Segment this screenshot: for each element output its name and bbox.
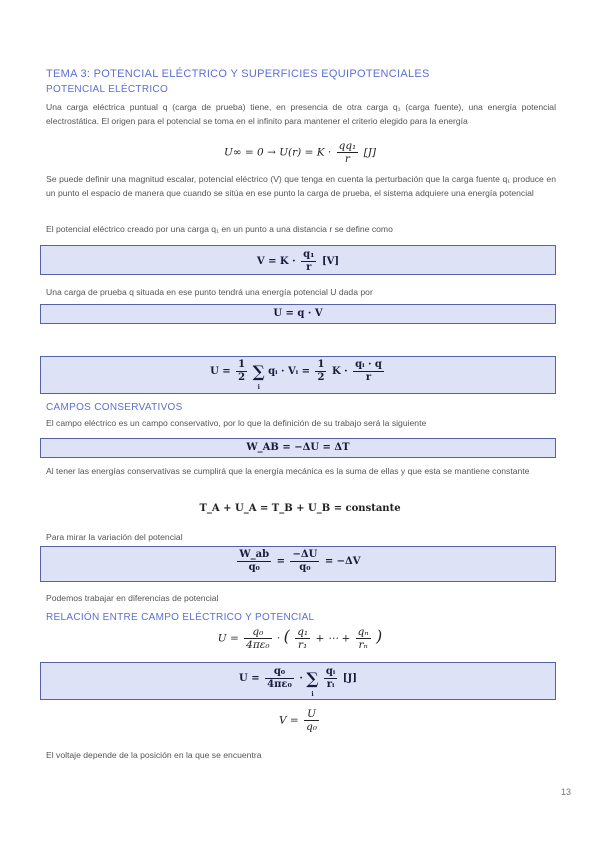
summation-index: i [257,383,260,391]
boxed-equation-potential-difference [40,546,556,582]
paragraph-test-charge: Una carga de prueba q situada en ese punto tendrá una energía potencial U dada por [46,287,373,297]
fraction-numerator: 1 [238,359,246,370]
equation-energy-conservation: T_A + U_A = T_B + U_B = constante [199,503,401,514]
fraction-numerator: −ΔU [292,549,318,560]
fraction-numerator: q₀ [244,626,271,639]
fraction-numerator: qᵢ · q [355,359,382,370]
paragraph-conservative-field: El campo eléctrico es un campo conservativo, por lo que la definición de su trabajo será la siguiente [46,418,427,428]
fraction-half-2 [315,359,326,384]
fraction-work-charge [237,549,271,574]
equation-u-equals: U = [210,366,231,377]
equation-system-k: K · [331,366,348,377]
fraction-delta-u-charge [290,549,319,574]
paragraph-potential-created: El potencial eléctrico creado por una carga q₁ en un punto a una distancia r se define como [46,224,393,234]
fraction-denominator: r₁ [298,639,308,651]
fraction-denominator: 2 [317,372,325,383]
fraction-numerator: qᵢ [325,666,336,677]
fraction-denominator: 4πε₀ [267,679,292,690]
open-paren: ( [283,626,290,646]
paragraph-potential-definition: Se puede definir una magnitud escalar, potencial eléctrico (V) que tenga en cuenta la perturbación que la carga fuente q₁ produce en un punto el espacio de manera que cuando se sitúa en ese punto la carga de prueba, el sistema adquiere una energía potencial [46,174,556,198]
boxed-equation-potential [40,245,556,275]
fraction-denominator: rᵢ [326,679,335,690]
fraction-half-1 [236,359,247,384]
fraction-numerator: q₀ [265,666,294,679]
fraction-numerator: qq₁ [338,140,357,152]
page-number: 13 [561,787,572,797]
equation-energy-unit: [J] [363,146,377,159]
boxed-equation-system-energy [40,356,556,394]
fraction-denominator: q₀ [299,562,311,573]
equation-superposition-pre: U = [217,632,239,645]
equation-delta-v: = −ΔV [324,556,361,567]
equation-voltage [0,708,600,733]
ellipsis-terms: + ⋯ + [315,632,351,645]
equation-superposition [0,626,600,651]
fraction-numerator: q₁ [297,626,309,638]
dot-operator: · [299,673,303,684]
equation-sum-unit: [J] [342,673,357,684]
summation-index: i [311,690,314,698]
equation-potential-left: V = K · [256,256,296,267]
equation-energy-fraction [337,140,359,165]
fraction-nth-term [356,626,371,651]
equals-sign: = [276,556,285,567]
paragraph-voltage-position: El voltaje depende de la posición en la que se encuentra [46,750,262,760]
equation-potential-fraction [301,249,316,274]
paragraph-potential-differences: Podemos trabajar en diferencias de potencial [46,593,219,603]
section-heading-potencial: POTENCIAL ELÉCTRICO [46,84,169,95]
fraction-denominator: r [365,372,372,383]
fraction-charge-product [353,359,384,384]
equation-energy-left: U∞ = 0 → U(r) = K · [223,146,332,159]
equation-sum-pre: U = [239,673,260,684]
dot-operator: · [276,632,281,645]
fraction-charge-distance [324,666,337,691]
section-heading-campos: CAMPOS CONSERVATIVOS [46,402,183,413]
fraction-denominator: 2 [238,372,246,383]
fraction-denominator: r [344,153,350,165]
boxed-equation-energy-qv [40,304,556,324]
equation-system-mid: qᵢ · Vᵢ = [268,366,310,377]
fraction-numerator: q₁ [303,249,315,260]
fraction-first-term [295,626,310,651]
close-paren: ) [375,626,383,646]
fraction-numerator: 1 [317,359,325,370]
equation-energy [0,140,600,165]
fraction-denominator: q₀ [248,562,260,573]
fraction-denominator: q₀ [306,721,317,733]
boxed-equation-superposition-sum [40,662,556,700]
boxed-equation-work [40,438,556,458]
fraction-energy-charge [304,708,319,733]
fraction-denominator: r [306,262,312,273]
summation-symbol: ∑ i [253,364,265,380]
paragraph-mechanical-energy: Al tener las energías conservativas se cumplirá que la energía mecánica es la suma de ellas y que esta se mantiene constante [46,466,530,476]
fraction-denominator: 4πε₀ [246,639,270,651]
fraction-denominator: rₙ [358,639,368,651]
equation-u-qv: U = q · V [273,308,323,319]
summation-symbol: ∑ i [306,671,318,687]
fraction-numerator: U [304,708,319,721]
paragraph-intro: Una carga eléctrica puntual q (carga de prueba) tiene, en presencia de otra carga q₁ (carga fuente), una energía potencial electrostática. El origen para el potencial se toma en el infinito para mantener el criterio elegido para la energía [46,102,556,126]
fraction-numerator: qₙ [357,626,369,638]
equation-voltage-pre: V = [279,714,299,727]
fraction-coulomb-constant [265,666,294,691]
equation-potential-unit: [V] [321,256,340,267]
fraction-numerator: W_ab [239,549,270,560]
paragraph-potential-variation: Para mirar la variación del potencial [46,532,183,542]
fraction-coulomb-constant [244,626,271,651]
section-heading-relacion: RELACIÓN ENTRE CAMPO ELÉCTRICO Y POTENCIAL [46,612,315,623]
page-title: TEMA 3: POTENCIAL ELÉCTRICO Y SUPERFICIES EQUIPOTENCIALES [46,68,430,80]
equation-work: W_AB = −ΔU = ΔT [246,442,350,453]
